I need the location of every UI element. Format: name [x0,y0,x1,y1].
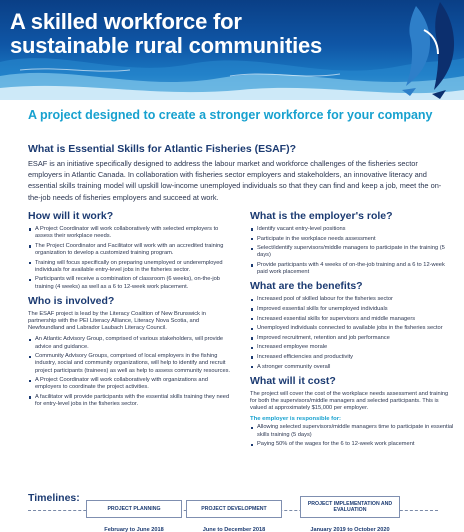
right-column [250,210,456,452]
list-item: Provide participants with 4 weeks of on-the-job training and a 6 to 12-week paid work placement [250,262,456,276]
list-item: Select/identify supervisors/middle managers to participate in the training (5 days) [250,245,456,259]
role-heading: What is the employer's role? [250,210,393,222]
page-title: A skilled workforce for sustainable rural communities [10,9,323,58]
how-list [28,226,233,291]
list-item: A stronger community overall [250,364,456,371]
cost-text: The project will cover the cost of the workplace needs assessment and training for both the supervisors/middle managers and selected participants. This is valued at approximately $15,000 per employer. [250,390,449,412]
timeline-phase-planning [86,500,182,532]
who-section [28,295,233,409]
responsibility-list [250,424,456,448]
list-item: Identify vacant entry-level positions [250,226,456,233]
how-heading: How will it work? [28,210,114,222]
list-item: An Atlantic Advisory Group, comprised of various stakeholders, will provide advice and guidance. [28,336,233,350]
timeline-phase-implementation [300,496,400,532]
list-item: A Project Coordinator will work collaboratively with selected employers to assess their workplace needs. [28,226,233,240]
how-section [28,210,233,291]
list-item: The Project Coordinator and Facilitator will work with an accredited training organization to develop a customized training program. [28,243,233,257]
list-item: Improved essential skills for unemployed individuals [250,306,456,313]
what-is-heading: What is Essential Skills for Atlantic Fisheries (ESAF)? [28,143,297,155]
cost-heading: What will it cost? [250,374,336,387]
list-item: Community Advisory Groups, comprised of local employers in the fishing industry, social and community organizations, will help to identify and recruit project participants (trainees) as well as help to assess community resources. [28,353,233,375]
phase-box: PROJECT IMPLEMENTATION AND EVALUATION [300,496,400,518]
list-item: A Project Coordinator will work collaboratively with organizations and employers to coordinate the project activities. [28,377,233,391]
role-section [250,210,456,276]
phase-dates: February to June 2018 [104,527,164,532]
phase-box: PROJECT DEVELOPMENT [186,500,282,518]
timeline-label: Timelines: [28,492,80,504]
benefits-list [250,296,456,370]
list-item: Increased essential skills for supervisors and middle managers [250,316,456,323]
who-intro: The ESAF project is lead by the Literacy Coalition of New Brunswick in partnership with the PEI Literacy Alliance, Literacy Nova Scotia, and Newfoundland and Labrador Laubach Literacy Council. [28,310,206,332]
what-is-text: ESAF is an initiative specifically designed to address the labour market and workforce challenges of the fisheries sector employers in Atlantic Canada. In collaboration with fisheries sector employers and stakeholders, an innovative literacy and essential skills training model will upskill low-income unemployed individuals so that they can find and keep a job, meet the on-the-job needs of fisheries employers and succeed at work. [28,159,442,202]
list-item: Participate in the workplace needs assessment [250,236,456,243]
phase-dates: June to December 2018 [202,527,266,532]
list-item: A facilitator will provide participants with the essential skills training they need for entry-level jobs in the fisheries sector. [28,394,233,408]
left-column [28,210,233,412]
list-item: Increased employee morale [250,344,456,351]
phase-dates: January 2019 to October 2020 [310,527,390,532]
list-item: Unemployed individuals connected to available jobs in the fisheries sector [250,325,456,332]
timeline-phase-development [186,500,282,532]
cost-section [250,375,456,449]
list-item: Paying 50% of the wages for the 6 to 12-week work placement [250,441,456,448]
phase-box: PROJECT PLANNING [86,500,182,518]
subtitle: A project designed to create a stronger workforce for your company [28,108,433,122]
benefits-heading: What are the benefits? [250,280,363,293]
header-banner [0,0,464,100]
benefits-section [250,280,456,370]
list-item: Allowing selected supervisors/middle managers time to participate in essential skills training (5 days) [250,424,456,438]
who-heading: Who is involved? [28,294,115,307]
list-item: Increased pool of skilled labour for the fisheries sector [250,296,456,303]
fish-logo-icon [354,0,464,100]
who-list [28,336,233,408]
list-item: Increased efficiencies and productivity [250,354,456,361]
role-list [250,226,456,276]
list-item: Participants will receive a combination of classroom (6 weeks), on-the-job training (4 weeks) as well as a 6 to 12-week work placement. [28,276,233,290]
responsibility-heading: The employer is responsible for: [250,416,342,423]
list-item: Improved recruitment, retention and job performance [250,335,456,342]
list-item: Training will focus specifically on preparing unemployed or underemployed individuals for available entry-level jobs in the fisheries sector. [28,260,233,274]
